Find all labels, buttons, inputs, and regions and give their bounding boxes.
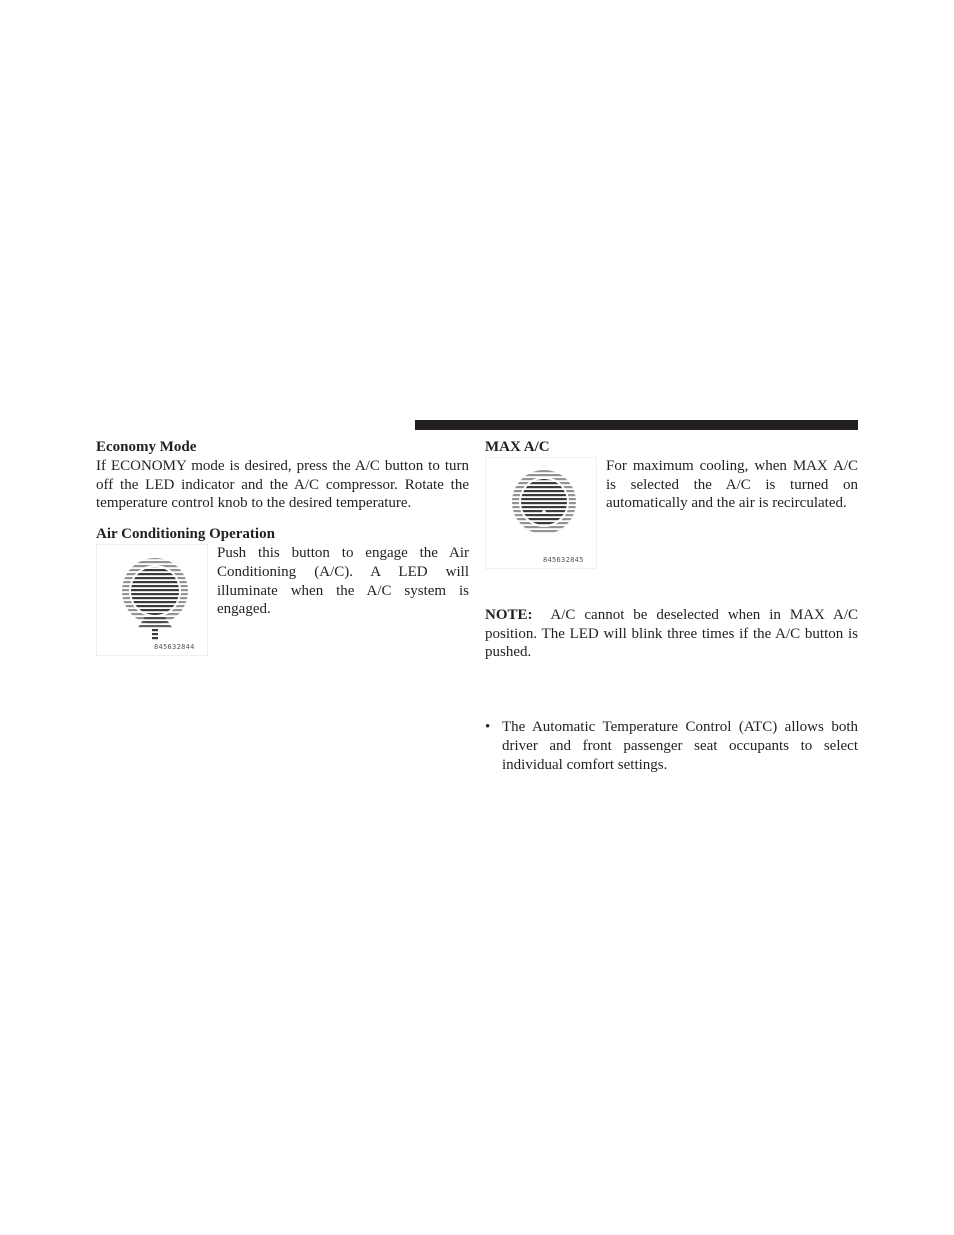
- bullet-item: [485, 718, 858, 774]
- note-label: NOTE:: [485, 607, 533, 623]
- max-ac-figure-row: [485, 457, 858, 573]
- economy-mode-text: If ECONOMY mode is desired, press the A/C button to turn off the LED indicator and the A/C compressor. Rotate the temperature control knob to the desired temperature.: [96, 458, 469, 512]
- note-paragraph: [485, 606, 858, 662]
- max-ac-heading: MAX A/C: [485, 439, 550, 455]
- max-ac-button-icon: [486, 458, 596, 568]
- note-text: A/C cannot be deselected when in MAX A/C position. The LED will blink three times if the A/C button is pushed.: [485, 607, 859, 661]
- ac-button-icon: [97, 545, 207, 655]
- max-ac-text: For maximum cooling, when MAX A/C is selected the A/C is turned on automatically and the air is recirculated.: [606, 458, 858, 512]
- right-column: [485, 438, 858, 774]
- bullet-icon: •: [485, 719, 491, 736]
- ac-figure-row: [96, 544, 469, 660]
- section-rule: [415, 420, 858, 430]
- max-ac-figure-code: 845632845: [543, 556, 584, 564]
- ac-button-figure: [96, 544, 208, 656]
- max-ac-button-figure: [485, 457, 597, 569]
- ac-figure-code: 845632844: [154, 643, 195, 652]
- air-conditioning-heading: Air Conditioning Operation: [96, 526, 275, 543]
- atc-bullet-text: The Automatic Temperature Control (ATC) allows both driver and front passenger seat occupants to select individual comfort settings.: [502, 719, 858, 773]
- left-column: [96, 438, 469, 660]
- ac-operation-text: Push this button to engage the Air Conditioning (A/C). A LED will illuminate when the A/C system is engaged.: [217, 545, 469, 618]
- economy-mode-heading: Economy Mode: [96, 439, 197, 455]
